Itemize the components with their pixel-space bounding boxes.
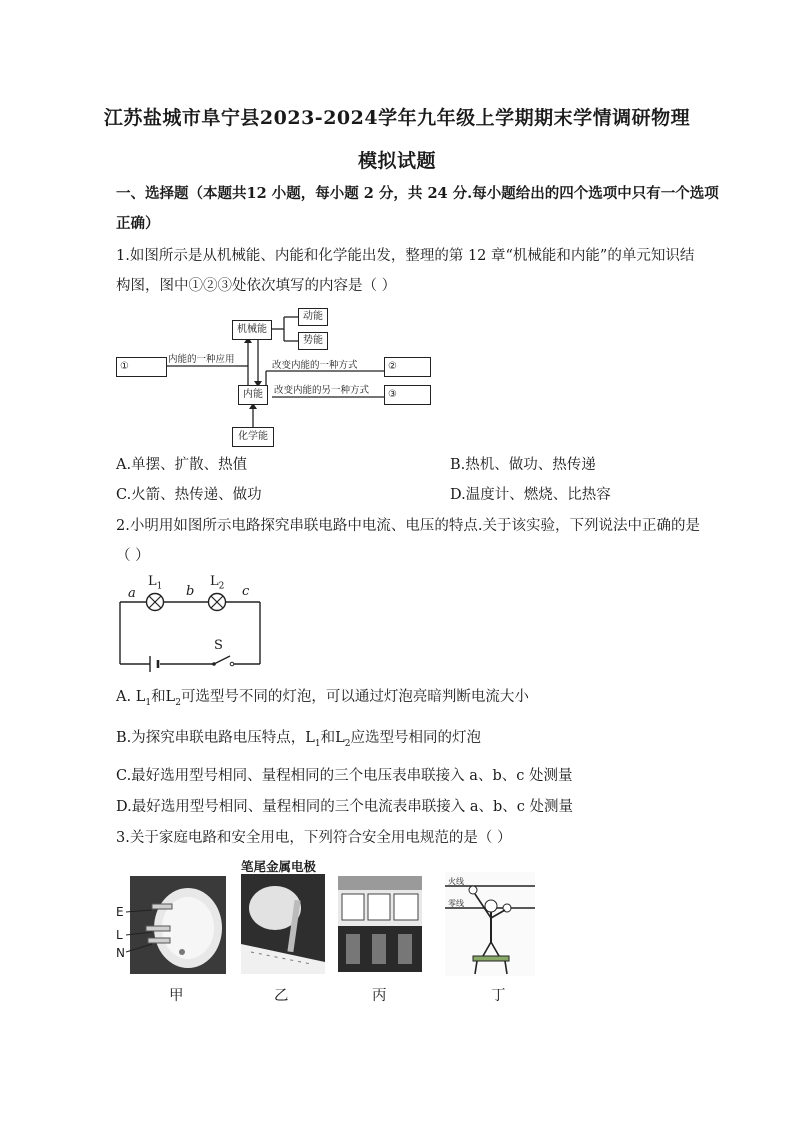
label-l2: $L_2$ [210, 574, 225, 592]
blank-label-2: ② [388, 361, 397, 372]
box-huaxueneng: 化学能 [232, 427, 274, 447]
q2-circuit [116, 572, 266, 672]
test-pen-icon [241, 874, 325, 974]
q1-option-a: A.单摆、扩散、热值 [116, 457, 248, 473]
q2-option-b: B.为探究串联电路电压特点，$L_1$和$L_2$应选型号相同的灯泡 [116, 730, 482, 749]
q1-diagram [116, 305, 428, 447]
label-switch: S [214, 638, 223, 653]
label-right-1: 改变内能的一种方式 [272, 360, 358, 371]
box-jixieneng: 机械能 [232, 320, 272, 340]
box-neineng: 内能 [238, 385, 268, 405]
page-title: 江苏盐城市阜宁县2023-2024学年九年级上学期期末学情调研物理 [103, 107, 691, 129]
image-test-pen [241, 874, 325, 974]
label-live-wire: 火线 [448, 877, 464, 886]
q2-option-c: C.最好选用型号相同、量程相同的三个电压表串联接入 a、b、c 处测量 [116, 768, 573, 784]
q2-stem-cont: （ ） [116, 548, 150, 564]
section-header-cont: 正确） [116, 215, 160, 232]
label-l1: $L_1$ [148, 574, 163, 592]
plug-label-e: E [116, 905, 124, 919]
image-label-bing: 丙 [372, 988, 387, 1004]
blank-box-3 [384, 385, 431, 405]
image-label-ding: 丁 [491, 988, 506, 1004]
blank-box-1 [116, 357, 167, 377]
image-breakers [338, 876, 422, 972]
point-a: a [128, 586, 136, 601]
q3-stem: 3.关于家庭电路和安全用电，下列符合安全用电规范的是（ ） [116, 830, 512, 846]
q1-option-d: D.温度计、燃烧、比热容 [450, 487, 611, 503]
plug-label-l: L [116, 928, 123, 942]
label-right-2: 改变内能的另一种方式 [274, 385, 370, 396]
person-icon [445, 872, 535, 976]
box-shineng: 势能 [298, 332, 328, 350]
breaker-icon [338, 876, 422, 972]
q1-option-b: B.热机、做功、热传递 [450, 457, 596, 473]
blank-label-3: ③ [388, 389, 397, 400]
blank-box-2 [384, 357, 431, 377]
plug-label-n: N [116, 946, 125, 960]
lamp-l1-icon [147, 594, 164, 611]
section-header: 一、选择题（本题共12 小题，每小题 2 分，共 24 分.每小题给出的四个选项中只有一个选项 [116, 185, 719, 202]
q1-stem-cont: 构图，图中①②③处依次填写的内容是（ ） [116, 278, 397, 294]
image-label-jia: 甲 [169, 988, 184, 1004]
blank-label-1: ① [120, 361, 129, 372]
q2-option-a: A. $L_1$和$L_2$可选型号不同的灯泡，可以通过灯泡亮暗判断电流大小 [116, 689, 529, 708]
lamp-l2-icon [209, 594, 226, 611]
point-c: c [242, 584, 250, 599]
label-neutral-wire: 零线 [448, 899, 464, 908]
label-left: 内能的一种应用 [168, 354, 235, 365]
plug-pointer-lines [124, 908, 154, 954]
q1-stem: 1.如图所示是从机械能、内能和化学能出发，整理的第 12 章“机械能和内能”的单元知识结 [116, 248, 695, 264]
q2-option-d: D.最好选用型号相同、量程相同的三个电流表串联接入 a、b、c 处测量 [116, 799, 573, 815]
q2-stem: 2.小明用如图所示电路探究串联电路中电流、电压的特点.关于该实验，下列说法中正确的是 [116, 518, 700, 534]
image2-caption: 笔尾金属电极 [241, 859, 317, 874]
page-subtitle: 模拟试题 [357, 150, 436, 172]
point-b: b [186, 584, 195, 599]
box-dongneng: 动能 [298, 308, 328, 326]
q1-option-c: C.火箭、热传递、做功 [116, 487, 262, 503]
image-label-yi: 乙 [274, 988, 289, 1004]
image-person-wires [445, 872, 535, 976]
